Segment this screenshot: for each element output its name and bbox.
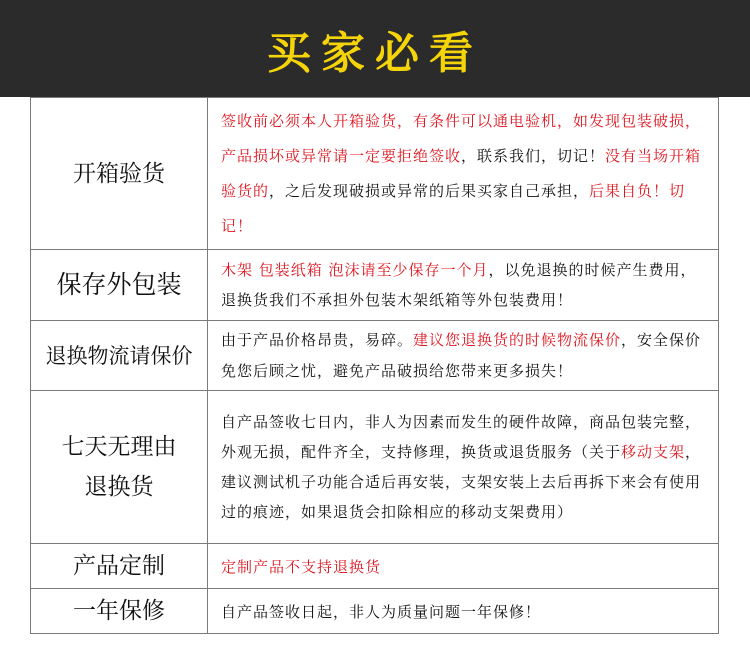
text-segment: ，联系我们，切记！ (461, 146, 606, 165)
row-label: 开箱验货 (31, 98, 208, 250)
row-label-line: 七天无理由 (61, 434, 177, 460)
row-content (208, 544, 719, 589)
table-row (31, 544, 719, 589)
table-row (31, 250, 719, 321)
table-row (31, 589, 719, 634)
row-content (208, 589, 719, 634)
text-segment: 定制产品不支持退换货 (221, 557, 382, 576)
row-label: 产品定制 (31, 544, 208, 589)
row-content (208, 98, 719, 250)
row-label-line: 退换货 (84, 474, 154, 500)
table-row (31, 321, 719, 391)
text-segment: 自产品签收七日内，非人为因素而发生的硬件故障，商品包装完整，外观无损，配件齐全，支持修理，换货或退货服务（关于 (221, 413, 702, 461)
text-segment: 没有当场开箱验货的 (221, 146, 702, 200)
table-row (31, 98, 719, 250)
header-banner (0, 0, 750, 97)
text-segment: ，之后发现破损或异常的后果买家自己承担， (269, 181, 590, 200)
text-segment: 签收前必须本人开箱验货，有条件可以通电验机，如发现包装破损，产品损坏或异常请一定要拒绝签收 (221, 111, 702, 165)
row-label: 退换物流请保价 (31, 321, 208, 391)
text-segment: ，安全保价免您后顾之忧，避免产品破损给您带来更多损失！ (221, 330, 702, 380)
row-content (208, 250, 719, 321)
text-segment: 木架 包装纸箱 泡沫请至少保存一个月 (221, 261, 489, 279)
text-segment: 由于产品价格昂贵，易碎。 (221, 330, 414, 349)
text-segment: 后果自负！切记！ (221, 181, 686, 235)
table-row (31, 391, 719, 544)
page-title: 买家必看 (267, 27, 483, 79)
row-label: 保存外包装 (31, 250, 208, 321)
text-segment: 自产品签收日起，非人为质量问题一年保修！ (221, 602, 542, 621)
text-segment: 移动支架 (621, 443, 686, 461)
policy-table (30, 97, 719, 634)
text-segment: ，建议测试机子功能合适后再安装，支架安装上去后再拆下来会有使用过的痕迹，如果退货会扣除相应的移动支架费用） (221, 443, 702, 521)
row-content (208, 391, 719, 544)
text-segment: 建议您退换货的时候物流保价 (413, 330, 622, 349)
text-segment: ，以免退换的时候产生费用，退换货我们不承担外包装木架纸箱等外包装费用！ (221, 261, 697, 309)
row-label: 一年保修 (31, 589, 208, 634)
row-content (208, 321, 719, 391)
row-label (31, 391, 208, 544)
